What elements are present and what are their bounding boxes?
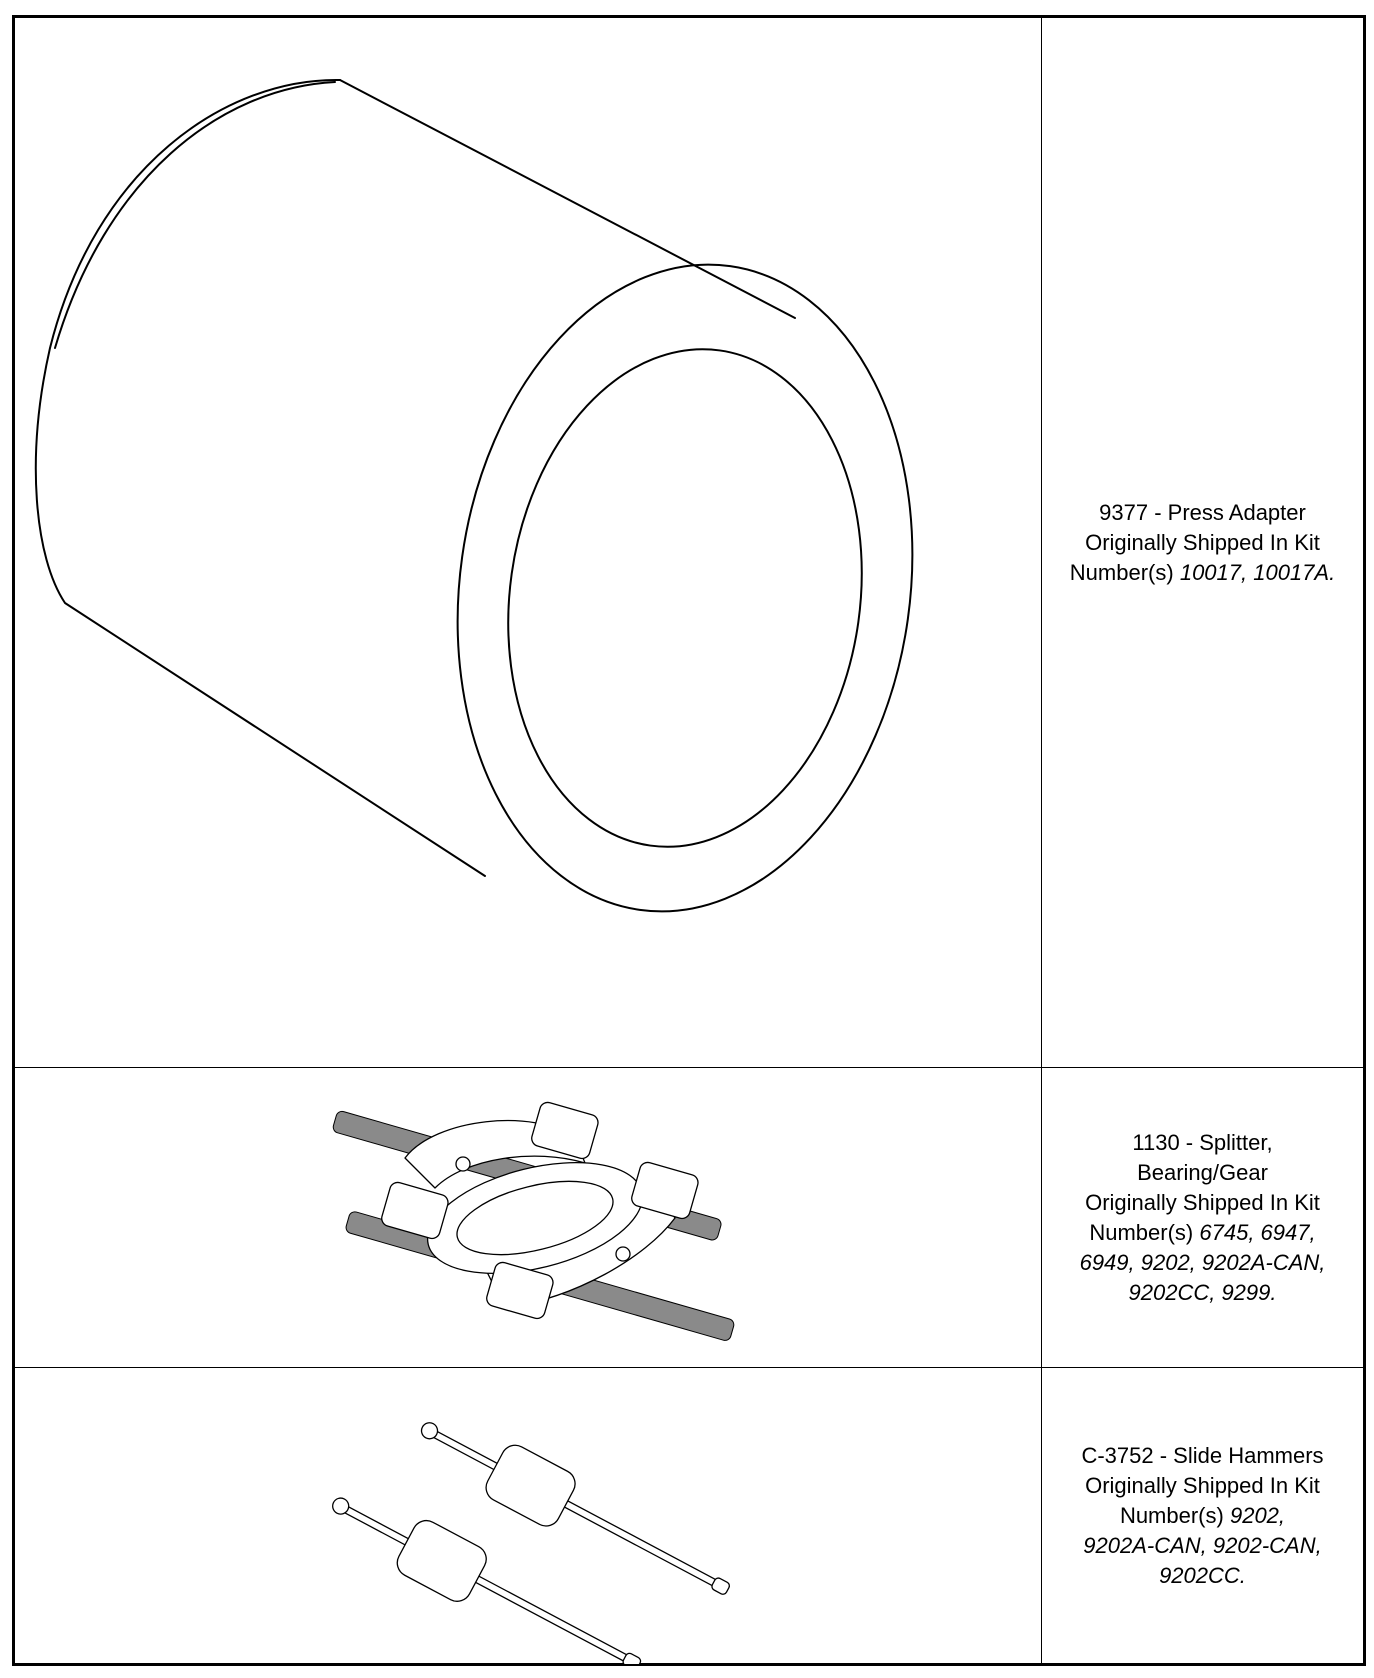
number-label: Number(s) xyxy=(1069,559,1174,585)
slide-hammers-icon xyxy=(15,1368,1042,1664)
tool-row-splitter xyxy=(15,1067,1363,1367)
tool-description xyxy=(1042,1368,1363,1663)
tool-image-cell xyxy=(15,1068,1042,1367)
kit-numbers: 6745, 6947, xyxy=(1199,1219,1316,1245)
shipped-label: Originally Shipped In Kit xyxy=(1085,1472,1320,1498)
press-adapter-cylinder-icon xyxy=(15,18,1042,1067)
tool-image-cell xyxy=(15,1368,1042,1663)
kit-numbers-line xyxy=(1070,558,1335,588)
kit-numbers-line xyxy=(1080,1248,1326,1278)
kit-numbers: 10017, 10017A. xyxy=(1179,559,1336,585)
kit-numbers-line xyxy=(1081,1561,1323,1591)
shipped-label: Originally Shipped In Kit xyxy=(1085,1189,1320,1215)
bearing-splitter-icon xyxy=(15,1068,1042,1368)
kit-numbers-line xyxy=(1080,1218,1326,1248)
tool-title: 1130 - Splitter, xyxy=(1132,1129,1273,1155)
tool-description xyxy=(1042,18,1363,1067)
tool-row-press-adapter xyxy=(15,18,1363,1067)
tool-description xyxy=(1042,1068,1363,1367)
tool-row-slide-hammers xyxy=(15,1367,1363,1663)
tool-title: 9377 - Press Adapter xyxy=(1099,499,1306,525)
tool-title: C-3752 - Slide Hammers xyxy=(1081,1442,1324,1468)
tool-table xyxy=(12,15,1366,1666)
kit-numbers: 6949, 9202, 9202A-CAN, xyxy=(1079,1249,1326,1275)
kit-numbers: 9202CC, 9299. xyxy=(1128,1279,1277,1305)
kit-numbers: 9202CC. xyxy=(1159,1562,1246,1588)
number-label: Number(s) xyxy=(1089,1219,1194,1245)
shipped-label: Originally Shipped In Kit xyxy=(1085,529,1320,555)
kit-numbers-line xyxy=(1081,1531,1323,1561)
number-label: Number(s) xyxy=(1119,1502,1224,1528)
kit-numbers-line xyxy=(1081,1501,1323,1531)
kit-numbers: 9202, xyxy=(1229,1502,1286,1528)
kit-numbers: 9202A-CAN, 9202-CAN, xyxy=(1083,1532,1322,1558)
tool-subtitle: Bearing/Gear xyxy=(1137,1159,1268,1185)
tool-image-cell xyxy=(15,18,1042,1067)
kit-numbers-line xyxy=(1080,1278,1326,1308)
